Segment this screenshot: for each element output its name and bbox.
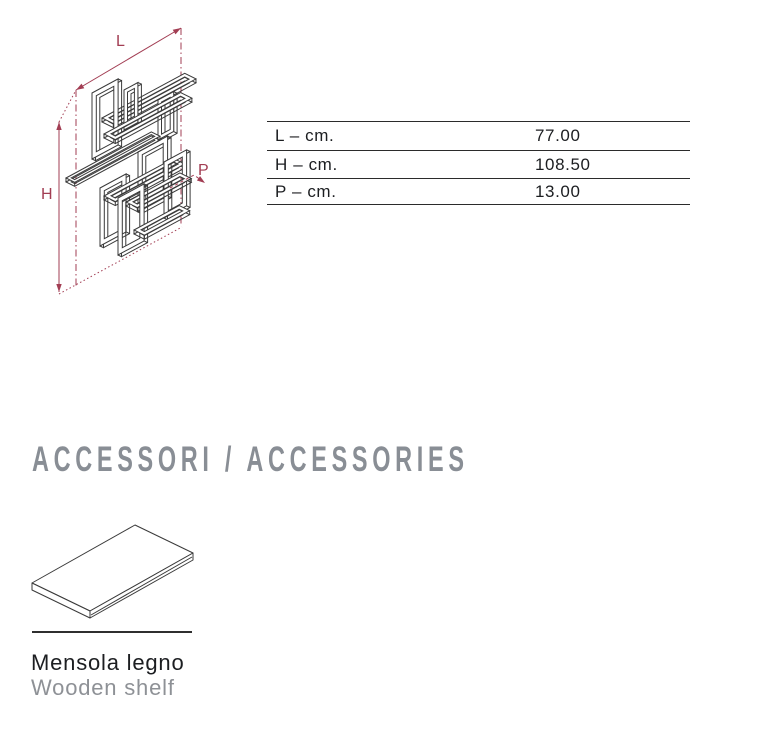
row-label: H – cm.: [275, 154, 338, 174]
dim-label-height: H: [41, 186, 53, 203]
table-row: [267, 121, 690, 150]
shelf-unit-drawing: [66, 73, 196, 256]
wooden-shelf-drawing: [32, 525, 193, 618]
dim-label-width: L: [116, 33, 125, 50]
table-row: [267, 150, 690, 178]
row-value: 77.00: [535, 126, 581, 145]
divider-line: [32, 631, 192, 633]
accessory-name-english: Wooden shelf: [31, 675, 175, 700]
row-label: P – cm.: [275, 181, 337, 201]
dimensions-table: [267, 121, 690, 205]
row-label: L – cm.: [275, 126, 335, 145]
row-value: 13.00: [535, 181, 581, 201]
accessories-heading: ACCESSORI / ACCESSORIES: [32, 440, 469, 479]
dim-label-depth: P: [198, 162, 209, 179]
row-value: 108.50: [535, 154, 591, 174]
accessory-name-italian: Mensola legno: [31, 650, 185, 675]
table-row: [267, 178, 690, 204]
